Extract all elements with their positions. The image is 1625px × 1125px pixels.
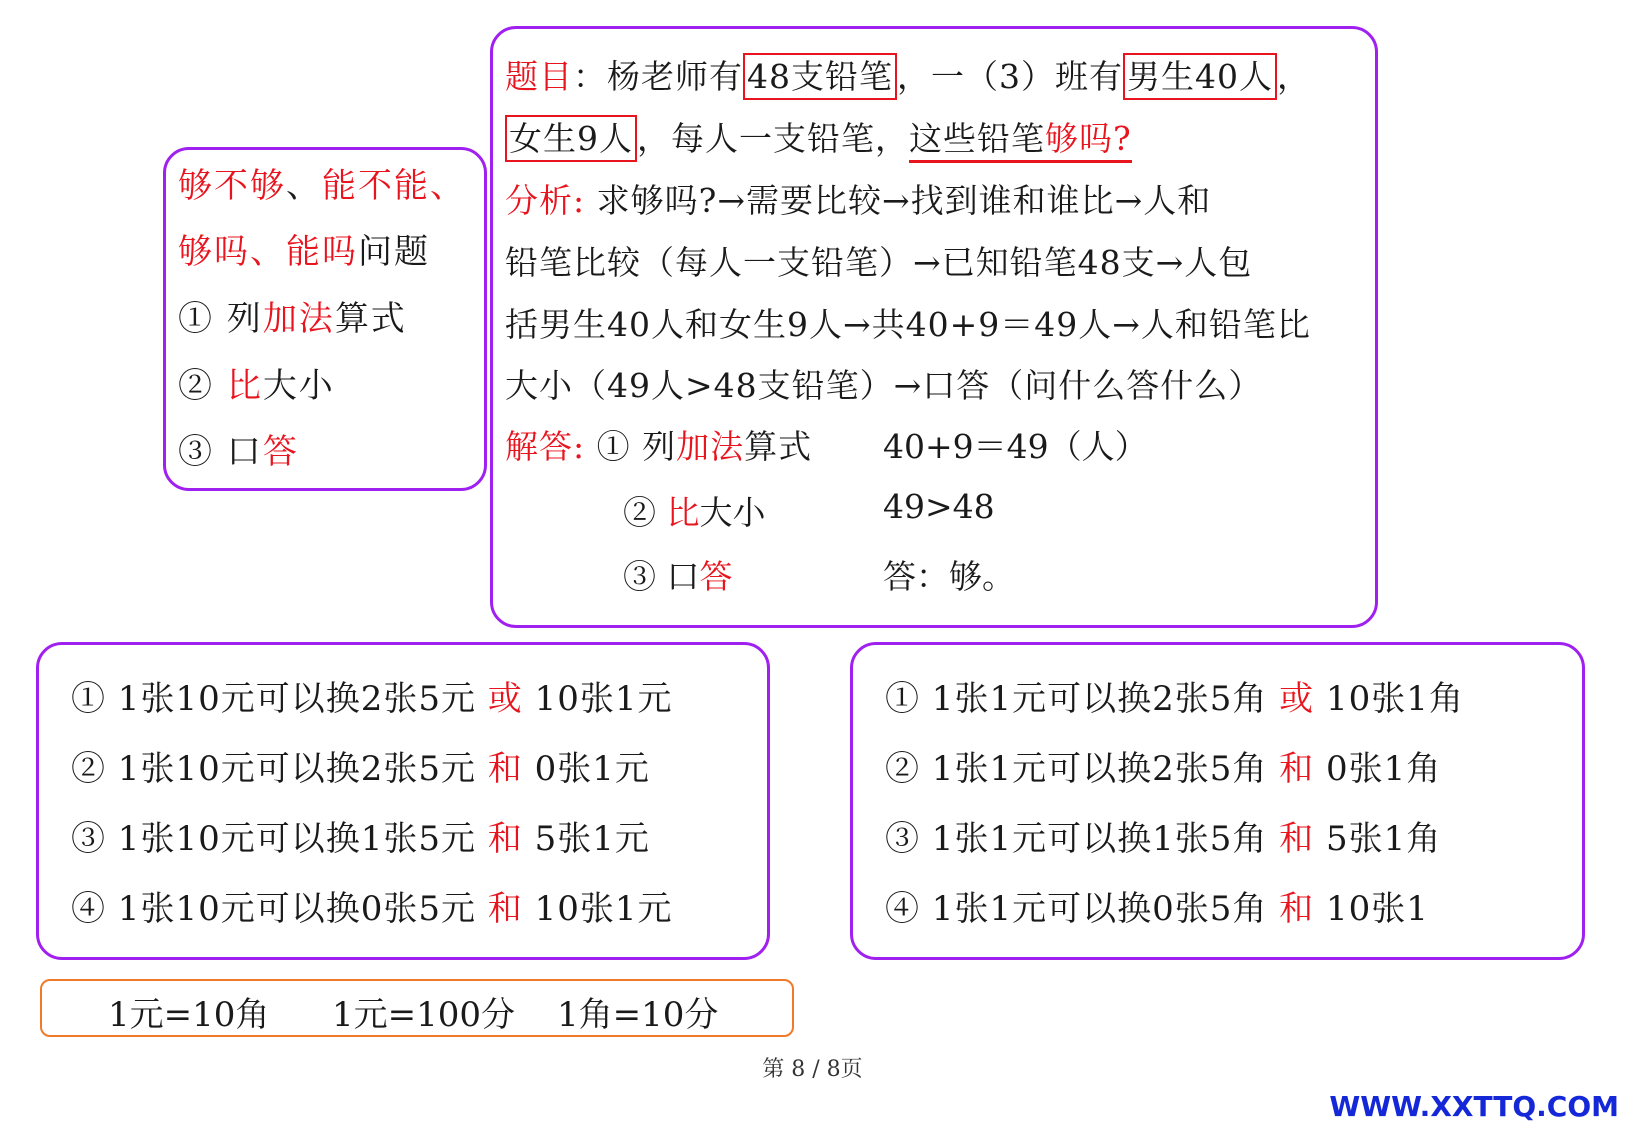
problem-line-2: 女生9人 ，每人一支铅笔，这些铅笔够吗? — [505, 113, 1132, 160]
analysis-line-1: 分析: 求够吗?→需要比较→找到谁和谁比→人和 — [505, 181, 1212, 220]
exchange-item: ② 1张10元可以换2张5元 和 0张1元 — [71, 749, 650, 789]
site-watermark: WWW.XXTTQ.COM — [1329, 1090, 1619, 1123]
summary-step-1: ① 列加法算式 — [178, 299, 407, 339]
summary-step-3: ③ 口答 — [178, 432, 299, 472]
highlight-box-girls: 女生9人 — [505, 115, 637, 162]
highlight-box-boys: 男生40人 — [1123, 53, 1277, 100]
exchange-item: ① 1张10元可以换2张5元 或 10张1元 — [71, 679, 673, 719]
unit-yuan-fen: 1元=100分 — [332, 995, 516, 1035]
analysis-line-3: 括男生40人和女生9人→共40+9＝49人→人和铅笔比 — [505, 305, 1311, 344]
problem-label: 题目 — [505, 57, 573, 96]
exchange-item: ④ 1张1元可以换0张5角 和 10张1 — [885, 889, 1429, 929]
highlight-box-pencils: 48支铅笔 — [743, 53, 897, 100]
analysis-label: 分析: — [505, 181, 586, 220]
exchange-item: ① 1张1元可以换2张5角 或 10张1角 — [885, 679, 1464, 719]
summary-line-1: 够不够、能不能、 — [178, 166, 466, 206]
answer-value-1: 40+9＝49（人） — [883, 427, 1148, 466]
answer-label: 解答: — [505, 427, 586, 466]
analysis-line-4: 大小（49人>48支铅笔）→口答（问什么答什么） — [505, 366, 1263, 405]
problem-box — [490, 26, 1378, 628]
answer-line-2: ② 比大小 — [623, 493, 766, 532]
unit-conversion-box — [40, 979, 794, 1037]
unit-yuan-jiao: 1元=10角 — [108, 995, 270, 1035]
exchange-item: ② 1张1元可以换2张5角 和 0张1角 — [885, 749, 1442, 789]
problem-line-1: 题目：杨老师有 48支铅笔 ，一（3）班有 男生40人 ， — [505, 51, 1311, 98]
money-exchange-yuan-box — [36, 642, 770, 960]
analysis-line-2: 铅笔比较（每人一支铅笔）→已知铅笔48支→人包 — [505, 243, 1253, 282]
answer-value-3: 答：够。 — [883, 557, 1015, 596]
answer-value-2: 49>48 — [883, 487, 995, 526]
question-underline: 这些铅笔够吗? — [909, 119, 1132, 163]
money-exchange-jiao-box — [850, 642, 1585, 960]
exchange-item: ④ 1张10元可以换0张5元 和 10张1元 — [71, 889, 673, 929]
answer-line-3: ③ 口答 — [623, 557, 733, 596]
page-number: 第 8 / 8页 — [762, 1057, 863, 1082]
summary-step-2: ② 比大小 — [178, 366, 335, 406]
summary-line-2: 够吗、能吗问题 — [178, 232, 430, 272]
exchange-item: ③ 1张10元可以换1张5元 和 5张1元 — [71, 819, 650, 859]
exchange-item: ③ 1张1元可以换1张5角 和 5张1角 — [885, 819, 1442, 859]
summary-box — [163, 147, 487, 491]
unit-jiao-fen: 1角=10分 — [557, 995, 719, 1035]
answer-line-1: 解答: ① 列加法算式 — [505, 427, 813, 466]
